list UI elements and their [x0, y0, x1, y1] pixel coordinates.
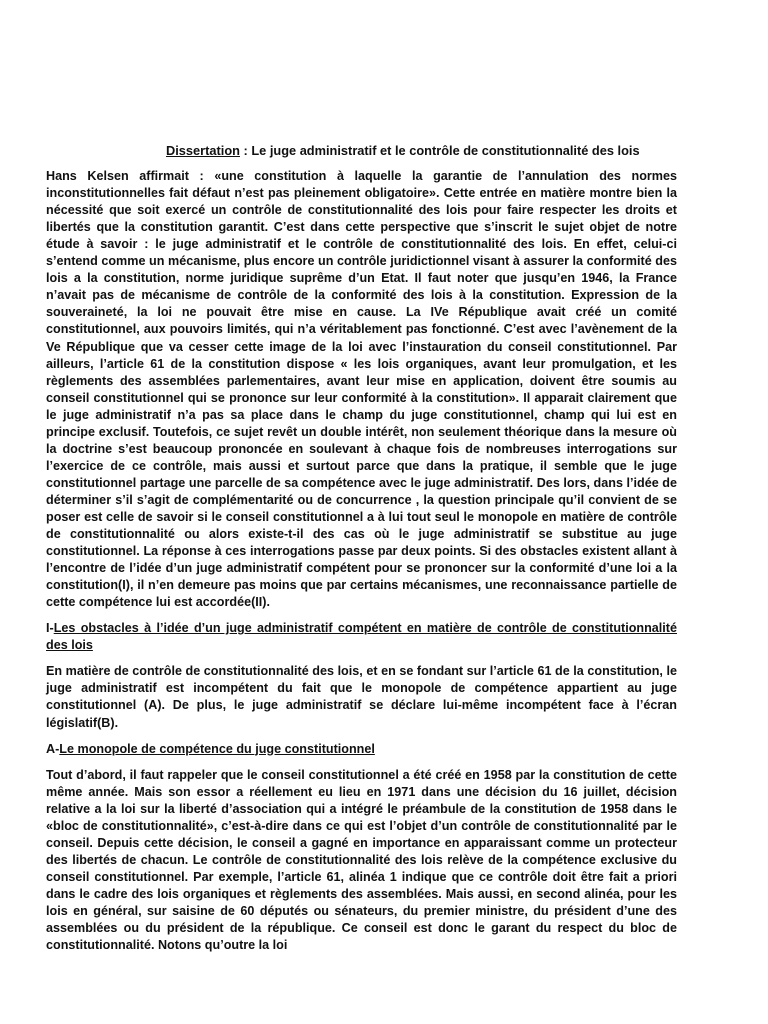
part1-intro-paragraph: En matière de contrôle de constitutionnalité des lois, et en se fondant sur l’article 61 de la constitution, le juge administratif est incompétent du fait que le monopole de compétence appartient au juge constitutionnel (A). De plus, le juge administratif se déclare lui-même incompétent face à l’écran législatif(B). — [46, 664, 677, 730]
sectionA-paragraph: Tout d’abord, il faut rappeler que le conseil constitutionnel a été créé en 1958 par la constitution de cette même année. Mais son essor a réellement eu lieu en 1971 dans une décision du 16 juillet, décision relative a la loi sur la liberté d’association qui a intégré le préambule de la constitution de 1958 dans le «bloc de constitutionnalité», c’est-à-dire dans ce qui est l’objet d’un contrôle de constitutionnalité par le conseil. Depuis cette décision, le conseil a gagné en importance en apparaissant comme un protecteur des libertés de chacun. Le contrôle de constitutionnalité des lois relève de la compétence exclusive du conseil constitutionnel. Par exemple, l’article 61, alinéa 1 indique que ce contrôle doit être fait a priori dans le cadre des lois organiques et règlements des assemblées. Mais aussi, en second alinéa, pour les lois en général, sur saisine de 60 députés ou sénateurs, du premier ministre, du président d’une des assemblées ou du président de la république. Ce conseil est donc le garant du respect du bloc de constitutionnalité. Notons qu’outre la loi — [46, 767, 677, 953]
sectionA-heading — [46, 741, 677, 758]
intro-paragraph: Hans Kelsen affirmait : «une constitution à laquelle la garantie de l’annulation des normes inconstitutionnelles fait défaut n’est pas pleinement obligatoire». Cette entrée en matière montre bien la nécessité que soit exercé un contrôle de constitutionnalité des lois pour faire respecter les droits et libertés que la constitution garantit. C’est dans cette perspective que s’inscrit le sujet objet de notre étude à savoir : le juge administratif et le contrôle de constitutionnalité des lois. En effet, celui-ci s’entend comme un mécanisme, plus encore un contrôle juridictionnel visant à assurer la conformité des lois a la constitution, norme juridique suprême d’un Etat. Il faut noter que jusqu’en 1946, la France n’avait pas de mécanisme de contrôle de la conformité des lois à la constitution. Expression de la souveraineté, la loi ne pouvait être mise en cause. La IVe République avait créé un comité constitutionnel, aux pouvoirs limités, qui n’a véritablement pas fonctionné. C’est avec l’avènement de la Ve République que va cesser cette image de la loi avec l’instauration du conseil constitutionnel. Par ailleurs, l’article 61 de la constitution dispose « les lois organiques, avant leur promulgation, et les règlements des assemblées parlementaires, avant leur mise en application, doivent être soumis au conseil constitutionnel qui se prononce sur leur conformité à la constitution». Il apparait clairement que le juge administratif n’a pas sa place dans le champ du juge constitutionnel, champ qui lui est en principe exclusif. Toutefois, ce sujet revêt un double intérêt, non seulement théorique dans la mesure où la doctrine s’est beaucoup prononcée en soulevant à chaque fois de nombreuses interrogations sur l’exercice de ce contrôle, mais aussi et surtout parce que dans la pratique, il semble que le juge constitutionnel partage une parcelle de sa compétence avec le juge administratif. Des lors, dans l’idée de déterminer s’il s’agit de complémentarité ou de concurrence , la question principale qu’il convient de se poser est celle de savoir si le conseil constitutionnel a à lui tout seul le monopole en matière de contrôle de constitutionnalité ou alors existe-t-il des cas où le juge administratif se substitue au juge constitutionnel. La réponse à ces interrogations passe par deux points. Si des obstacles existent allant à l’encontre de l’idée d’un juge administratif compétent pour se prononcer sur la conformité d’une loi a la constitution(I), il n’en demeure pas moins que par certains mécanismes, une reconnaissance partielle de cette compétence lui est accordée(II). — [46, 169, 677, 610]
document-page — [46, 142, 677, 963]
part1-prefix: I- — [46, 621, 54, 636]
title-separator: : — [239, 143, 252, 158]
sectionA-heading-text: Le monopole de compétence du juge constitutionnel — [59, 741, 375, 756]
sectionA-prefix: A- — [46, 741, 60, 756]
document-title — [46, 142, 677, 159]
part1-heading-text: Les obstacles à l’idée d’un juge administratif compétent en matière de contrôle de constitutionnalité des lois — [46, 621, 677, 653]
part1-heading — [46, 620, 677, 654]
title-prefix: Dissertation — [166, 143, 240, 158]
title-text: Le juge administratif et le contrôle de constitutionnalité des lois — [251, 143, 640, 158]
